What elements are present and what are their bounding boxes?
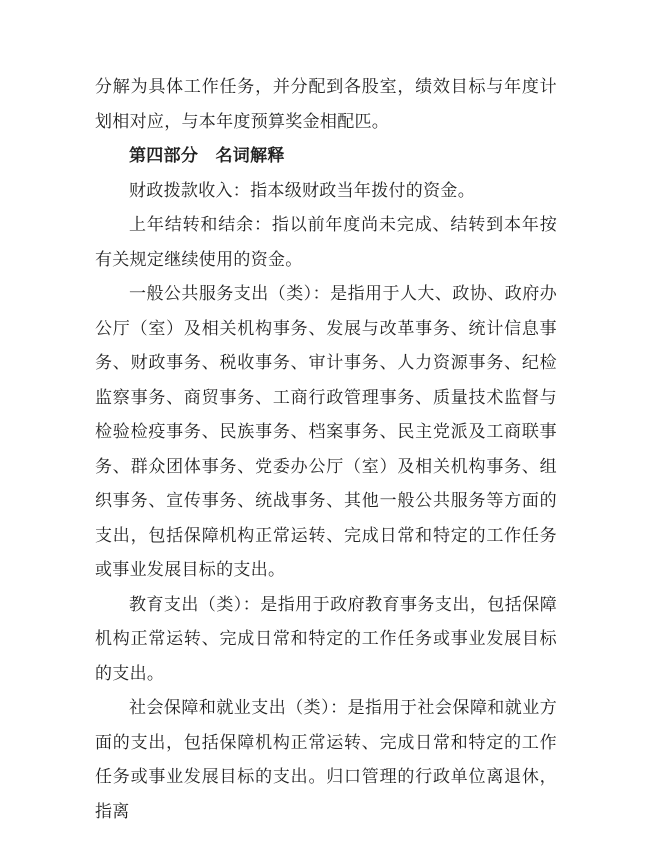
paragraph-social-security-employment: 社会保障和就业支出（类）：是指用于社会保障和就业方面的支出，包括保障机构正常运转、完成日常和特定的工作任务或事业发展目标的支出。归口管理的行政单位离退休，指离 [95,698,557,821]
document-body [95,70,557,829]
paragraph-fiscal-appropriation-income: 财政拨款收入：指本级财政当年拨付的资金。 [129,180,475,200]
paragraph-education-expenditure: 教育支出（类）：是指用于政府教育事务支出，包括保障机构正常运转、完成日常和特定的工作任务或事业发展目标的支出。 [95,594,557,683]
section-heading-part4: 第四部分 名词解释 [129,146,285,165]
paragraph-overflow-from-previous-page: 分解为具体工作任务，并分配到各股室，绩效目标与年度计划相对应，与本年度预算奖金相配匹。 [95,77,557,131]
paragraph-carryover-and-balance: 上年结转和结余：指以前年度尚未完成、结转到本年按有关规定继续使用的资金。 [95,215,557,269]
paragraph-general-public-services: 一般公共服务支出（类）：是指用于人大、政协、政府办公厅（室）及相关机构事务、发展与改革事务、统计信息事务、财政事务、税收事务、审计事务、人力资源事务、纪检监察事务、商贸事务、工商行政管理事务、质量技术监督与检验检疫事务、民族事务、档案事务、民主党派及工商联事务、群众团体事务、党委办公厅（室）及相关机构事务、组织事务、宣传事务、统战事务、其他一般公共服务等方面的支出，包括保障机构正常运转、完成日常和特定的工作任务或事业发展目标的支出。 [95,284,557,579]
